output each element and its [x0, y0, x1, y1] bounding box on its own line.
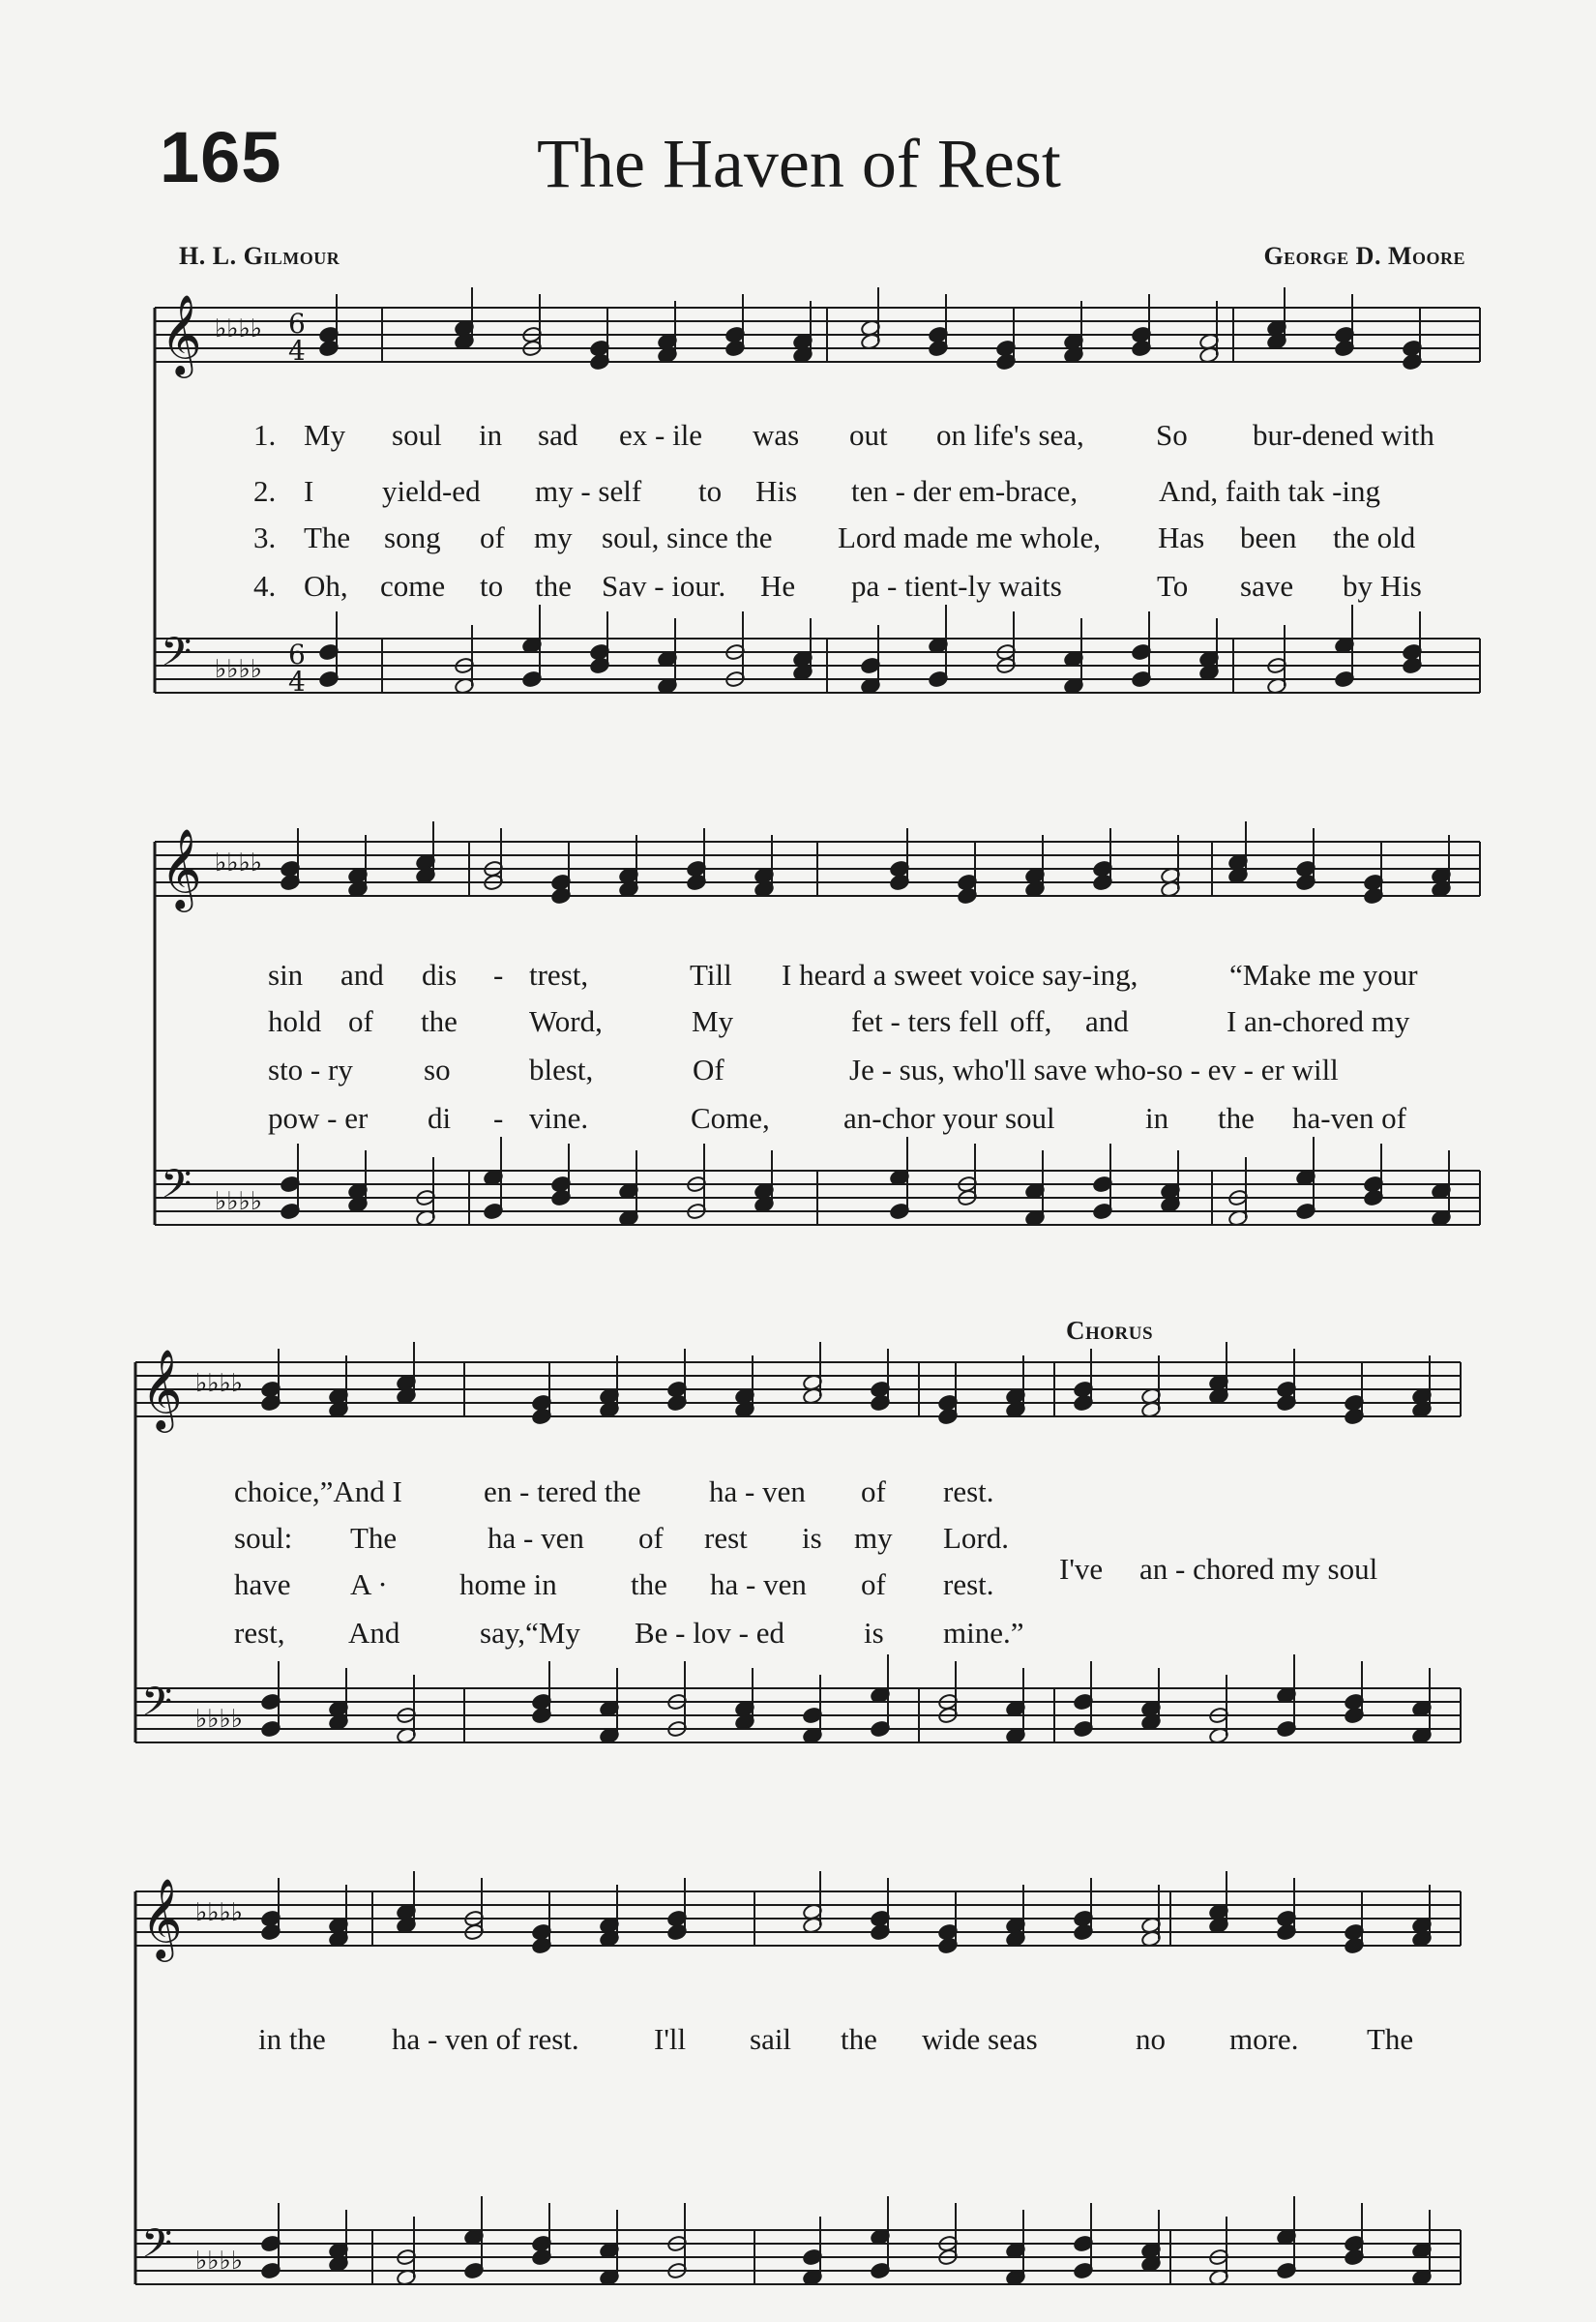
lyric-syllable: And, faith tak -ing	[1159, 474, 1381, 508]
lyric-syllable: of	[861, 1567, 886, 1601]
chorus-lyric-line	[0, 1552, 1596, 1591]
lyric-syllable: of	[480, 521, 505, 554]
lyric-syllable: soul:	[234, 1521, 293, 1555]
lyric-syllable: save	[1240, 569, 1294, 603]
lyric-syllable: I	[304, 474, 314, 508]
lyric-syllable: rest,	[234, 1616, 285, 1650]
lyric-syllable: trest,	[529, 958, 589, 992]
lyric-syllable: choice,”And I	[234, 1474, 402, 1508]
lyric-syllable: Je - sus, who'll save who-so - ev - er will	[849, 1053, 1339, 1087]
lyric-syllable: ex - ile	[619, 418, 703, 452]
lyric-line	[0, 1101, 1596, 1140]
lyric-syllable: To	[1157, 569, 1189, 603]
lyric-syllable: have	[234, 1567, 291, 1601]
lyric-syllable: song	[384, 521, 441, 554]
lyric-syllable: di	[428, 1101, 452, 1135]
key-signature: ♭♭♭♭	[195, 1705, 244, 1734]
lyric-syllable: the old	[1333, 521, 1416, 554]
lyric-syllable: The	[1367, 2022, 1414, 2056]
lyric-syllable: come	[380, 569, 446, 603]
key-signature: ♭♭♭♭	[195, 1898, 244, 1927]
lyric-syllable: My	[692, 1004, 734, 1038]
lyric-syllable: soul	[392, 418, 442, 452]
lyric-syllable: Of	[693, 1053, 724, 1087]
lyric-syllable: rest.	[943, 1474, 994, 1508]
lyric-syllable: my - self	[535, 474, 642, 508]
lyric-syllable: The	[350, 1521, 398, 1555]
lyric-syllable: I'll	[654, 2022, 687, 2056]
lyric-syllable: out	[849, 418, 888, 452]
lyric-syllable: on life's sea,	[936, 418, 1084, 452]
lyric-line	[0, 418, 1596, 457]
lyric-syllable: sto - ry	[268, 1053, 353, 1087]
lyric-syllable: in	[479, 418, 503, 452]
lyric-syllable: Word,	[529, 1004, 603, 1038]
key-signature: ♭♭♭♭	[195, 2247, 244, 2276]
lyric-syllable: been	[1240, 521, 1297, 554]
lyric-syllable: wide seas	[922, 2022, 1038, 2056]
lyric-line	[0, 2022, 1596, 2061]
bass-clef: 𝄢	[141, 1679, 173, 1735]
lyric-syllable: -	[493, 1101, 504, 1135]
lyric-syllable: yield-ed	[382, 474, 481, 508]
lyric-line	[0, 1053, 1596, 1091]
lyric-syllable: pow - er	[268, 1101, 369, 1135]
lyric-line	[0, 1474, 1596, 1513]
lyric-syllable: an - chored my soul	[1139, 1552, 1378, 1586]
lyric-syllable: ten - der em-brace,	[851, 474, 1079, 508]
lyric-line	[0, 569, 1596, 608]
lyric-syllable: more.	[1229, 2022, 1299, 2056]
lyric-syllable: And	[348, 1616, 400, 1650]
lyric-line	[0, 474, 1596, 513]
verse-number: 3.	[253, 521, 277, 554]
hymn-title: The Haven of Rest	[537, 125, 1061, 202]
lyric-line	[0, 1616, 1596, 1654]
lyric-syllable: to	[480, 569, 504, 603]
lyric-syllable: Oh,	[304, 569, 348, 603]
lyric-syllable: Come,	[691, 1101, 770, 1135]
lyric-syllable: He	[760, 569, 796, 603]
lyric-syllable: His	[755, 474, 798, 508]
lyric-syllable: mine.”	[943, 1616, 1024, 1650]
lyric-syllable: I've	[1059, 1552, 1104, 1586]
lyric-syllable: ha - ven	[709, 1474, 806, 1508]
lyric-syllable: and	[1085, 1004, 1129, 1038]
lyricist-credit: H. L. Gilmour	[179, 242, 340, 270]
verse-number: 1.	[253, 418, 277, 452]
lyric-syllable: is	[802, 1521, 822, 1555]
lyric-syllable: the	[841, 2022, 877, 2056]
lyric-syllable: The	[304, 521, 351, 554]
key-signature: ♭♭♭♭	[215, 314, 263, 343]
lyric-syllable: my	[534, 521, 573, 554]
time-signature-top: 6	[288, 308, 306, 340]
lyric-syllable: bur-dened with	[1253, 418, 1434, 452]
lyric-syllable: my	[854, 1521, 893, 1555]
lyric-syllable: Lord.	[943, 1521, 1010, 1555]
treble-clef: 𝄞	[141, 1877, 183, 1958]
verse-number: 2.	[253, 474, 277, 508]
lyric-syllable: I an-chored my	[1227, 1004, 1410, 1038]
lyric-syllable: sad	[538, 418, 578, 452]
lyric-syllable: Be - lov - ed	[635, 1616, 784, 1650]
lyric-syllable: say,“My	[480, 1616, 580, 1650]
lyric-syllable: the	[1218, 1101, 1255, 1135]
key-signature: ♭♭♭♭	[215, 655, 263, 684]
lyric-syllable: vine.	[529, 1101, 589, 1135]
lyric-syllable: dis	[422, 958, 458, 992]
lyric-syllable: is	[864, 1616, 884, 1650]
lyric-syllable: the	[421, 1004, 458, 1038]
lyric-syllable: pa - tient-ly waits	[851, 569, 1062, 603]
lyric-syllable: off,	[1010, 1004, 1052, 1038]
lyric-syllable: en - tered the	[484, 1474, 641, 1508]
lyric-syllable: of	[638, 1521, 664, 1555]
lyric-syllable: Till	[690, 958, 732, 992]
treble-clef: 𝄞	[161, 293, 202, 374]
lyric-syllable: “Make me your	[1229, 958, 1418, 992]
lyric-syllable: sail	[750, 2022, 792, 2056]
lyric-syllable: Lord made me whole,	[838, 521, 1102, 554]
lyric-syllable: Sav - iour.	[602, 569, 726, 603]
lyric-syllable: of	[861, 1474, 886, 1508]
lyric-syllable: ha-ven of	[1292, 1101, 1406, 1135]
lyric-syllable: an-chor your soul	[843, 1101, 1055, 1135]
lyric-syllable: the	[535, 569, 572, 603]
key-signature: ♭♭♭♭	[215, 848, 263, 878]
lyric-syllable: of	[348, 1004, 373, 1038]
treble-clef: 𝄞	[141, 1348, 183, 1429]
lyric-syllable: rest	[704, 1521, 748, 1555]
chorus-label: Chorus	[1066, 1316, 1154, 1345]
lyric-syllable: ha - ven	[488, 1521, 584, 1555]
key-signature: ♭♭♭♭	[195, 1369, 244, 1398]
lyric-syllable: the	[631, 1567, 667, 1601]
time-signature-bottom: 4	[288, 335, 306, 367]
lyric-syllable: in the	[258, 2022, 326, 2056]
lyric-syllable: My	[304, 418, 346, 452]
lyric-syllable: So	[1156, 418, 1188, 452]
hymn-number: 165	[160, 117, 282, 197]
lyric-syllable: by His	[1343, 569, 1422, 603]
bass-clef: 𝄢	[161, 629, 192, 685]
lyric-syllable: fet - ters fell	[851, 1004, 999, 1038]
verse-number: 4.	[253, 569, 277, 603]
lyric-syllable: ha - ven of rest.	[392, 2022, 579, 2056]
bass-clef: 𝄢	[161, 1161, 192, 1217]
treble-clef: 𝄞	[161, 827, 202, 908]
lyric-syllable: was	[753, 418, 800, 452]
lyric-syllable: and	[340, 958, 384, 992]
lyric-syllable: Has	[1158, 521, 1205, 554]
lyric-syllable: sin	[268, 958, 304, 992]
lyric-syllable: I heard a sweet voice say-ing,	[782, 958, 1138, 992]
composer-credit: George D. Moore	[1263, 242, 1465, 270]
lyric-line	[0, 1004, 1596, 1043]
lyric-syllable: A ·	[350, 1567, 388, 1601]
lyric-line	[0, 958, 1596, 997]
bass-clef: 𝄢	[141, 2220, 173, 2277]
lyric-syllable: ha - ven	[710, 1567, 807, 1601]
lyric-syllable: no	[1136, 2022, 1166, 2056]
lyric-syllable: blest,	[529, 1053, 594, 1087]
lyric-syllable: hold	[268, 1004, 322, 1038]
lyric-syllable: home in	[459, 1567, 557, 1601]
lyric-syllable: -	[493, 958, 504, 992]
time-signature-bottom: 4	[288, 666, 306, 698]
time-signature-top: 6	[288, 639, 306, 670]
key-signature: ♭♭♭♭	[215, 1187, 263, 1216]
lyric-syllable: in	[1145, 1101, 1169, 1135]
lyric-line	[0, 521, 1596, 559]
lyric-syllable: to	[698, 474, 723, 508]
lyric-syllable: so	[424, 1053, 451, 1087]
lyric-syllable: rest.	[943, 1567, 994, 1601]
lyric-syllable: soul, since the	[602, 521, 773, 554]
